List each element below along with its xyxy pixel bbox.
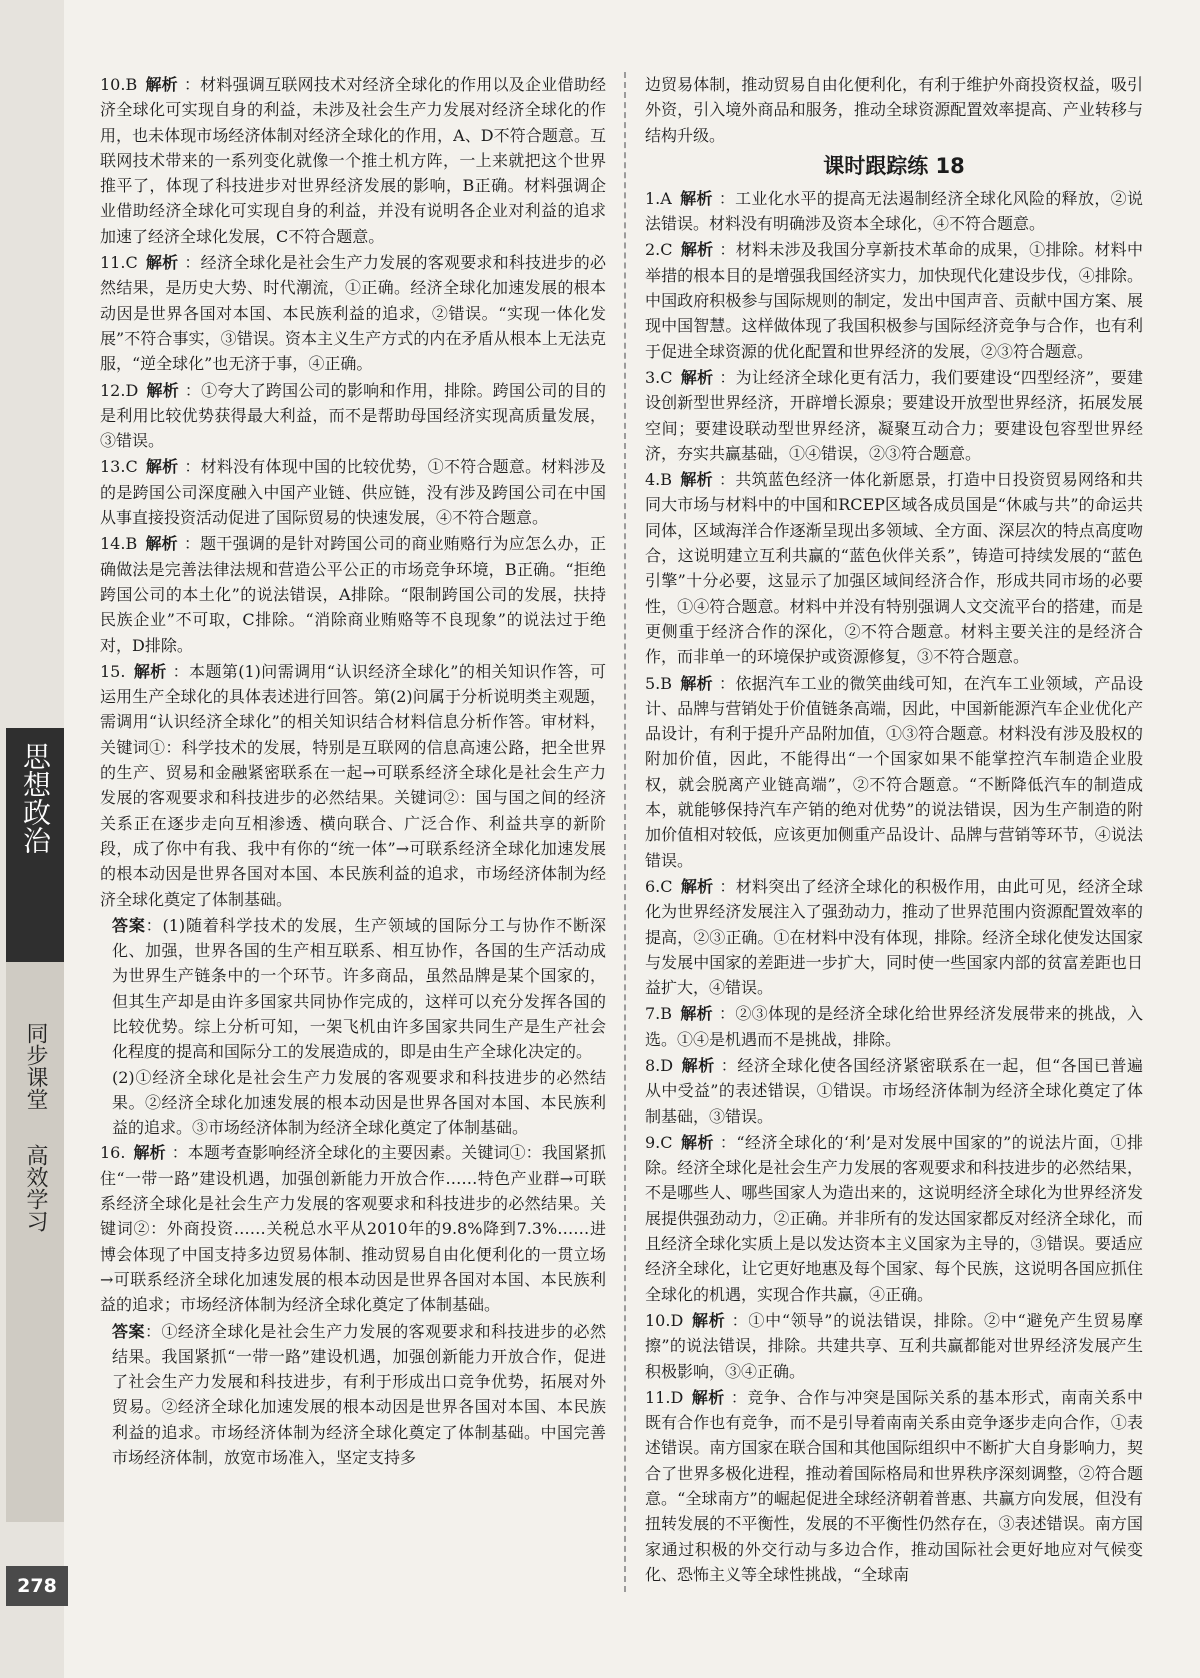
page-number: 278 [6, 1566, 68, 1606]
item-label: 解析 [145, 457, 179, 477]
item-text: ：工业化水平的提高无法遏制经济全球化风险的释放，②说法错误。材料没有明确涉及资本全球化，④不符合题意。 [645, 188, 1143, 234]
item-text: ：依据汽车工业的微笑曲线可知，在汽车工业领域，产品设计、品牌与营销处于价值链条高端，因此，中国新能源汽车企业优化产品设计，有利于提升产品附加值，①③符合题意。材料没有涉及股权的附加价值，因此，不能得出“一个国家如果不能掌控汽车制造企业股权，就会脱离产业链高端”，②不符合题意。“不断降低汽车的制造成本，就能够保持汽车产销的绝对优势”的说法错误，因为生产制造的附加价值相对较低，应该更加侧重产品设计、品牌与营销等环节，④说法错误。 [645, 673, 1143, 870]
item-text: ：②③体现的是经济全球化给世界经济发展带来的挑战，入选。①④是机遇而不是挑战，排除。 [645, 1004, 1143, 1049]
answer-item-2 [645, 237, 1143, 363]
answer-item-7 [645, 1001, 1143, 1052]
item-text: ：①中“领导”的说法错误，排除。②中“避免产生贸易摩擦”的说法错误，排除。共建共享、互利共赢都能对世界经济发展产生积极影响，③④正确。 [645, 1310, 1143, 1381]
item-label: 解析 [681, 1055, 715, 1075]
answer-item-10 [100, 72, 606, 249]
item-label: 解析 [680, 876, 714, 896]
answer-item-15 [100, 659, 606, 912]
answer-item-3 [645, 365, 1143, 466]
answer-item-12 [100, 378, 606, 454]
item-text: ：材料未涉及我国分享新技术革命的成果，①排除。材料中举措的根本目的是增强我国经济实力，加快现代化建设步伐，④排除。中国政府积极参与国际规则的制定，发出中国声音、贡献中国方案、展现中国智慧。这样做体现了我国积极参与国际经济竞争与合作，也有利于促进全球资源的优化配置和世界经济的发展，②③符合题意。 [645, 240, 1143, 361]
item-number: 4.B [645, 470, 673, 490]
answer-item-8 [645, 1053, 1143, 1129]
subject-label: 思想政治 [19, 742, 52, 854]
item-text: ：“经济全球化的‘利’是对发展中国家的”的说法片面，①排除。经济全球化是社会生产力发展的客观要求和科技进步的必然结果，不是哪些人、哪些国家人为造出来的，这说明经济全球化为世界经济发展提供强劲动力，②正确。并非所有的发达国家都反对经济全球化，而且经济全球化实质上是以发达资本主义国家为主导的，③错误。要适应经济全球化，让它更好地惠及每个国家、每个民族，这说明各国应抓住全球化的机遇，实现合作共赢，④正确。 [645, 1132, 1143, 1304]
item-number: 10.B [100, 75, 138, 94]
item-label: 解析 [680, 240, 714, 260]
item-label: 解析 [691, 1310, 726, 1330]
answer-item-4 [645, 467, 1143, 669]
item-label: 解析 [680, 1132, 714, 1152]
answer-16 [100, 1319, 606, 1471]
item-text: ：①经济全球化是社会生产力发展的客观要求和科技进步的必然结果。我国紧抓“一带一路”建设机遇，加强创新能力开放合作，促进了社会生产力发展和科技进步，有利于形成出口竞争优势，拓展对外贸易。②经济全球化加速发展的根本动因是世界各国对本国、本民族利益的追求。市场经济体制为经济全球化奠定了体制基础。中国完善市场经济体制，放宽市场准入，坚定支持多 [112, 1321, 606, 1468]
item-number: 11.C [100, 253, 138, 273]
item-number: 3.C [645, 367, 673, 387]
item-text: ：本题第(1)问需调用“认识经济全球化”的相关知识作答，可运用生产全球化的具体表述进行回答。第(2)问属于分析说明类主观题，需调用“认识经济全球化”的相关知识结合材料信息分析作答。审材料，关键词①：科学技术的发展，特别是互联网的信息高速公路，把全世界的生产、贸易和金融紧密联系在一起→可联系经济全球化是社会生产力发展的客观要求和科技进步的必然结果。关键词②：国与国之间的经济关系正在逐步走向互相渗透、横向联合、广泛合作、利益共享的新阶段，成了你中有我、我中有你的“统一体”→可联系经济全球化加速发展的根本动因是世界各国对本国、本民族利益的追求，市场经济体制为经济全球化奠定了体制基础。 [100, 661, 606, 909]
item-text: ：(1)随着科学技术的发展，生产领域的国际分工与协作不断深化、加强，世界各国的生产相互联系、相互协作，各国的生产活动成为世界生产链条中的一个环节。许多商品，虽然品牌是某个国家的，但其生产却是由许多国家共同协作完成的，这样可以充分发挥各国的比较优势。综上分析可知，一架飞机由许多国家共同生产是生产社会化程度的提高和国际分工的发展造成的，即是由生产全球化决定的。 [112, 915, 606, 1062]
item-text: ：竞争、合作与冲突是国际关系的基本形式，南南关系中既有合作也有竞争，而不是引导着南南关系由竞争逐步走向合作，①表述错误。南方国家在联合国和其他国际组织中不断扩大自身影响力，契合了世界多极化进程，推动着国际格局和世界秩序深刻调整，②符合题意。“全球南方”的崛起促进全球经济朝着普惠、共赢方向发展，但没有扭转发展的不平衡性，发展的不平衡性仍然存在，③表述错误。南方国家通过积极的外交行动与多边合作，推动国际社会更好地应对气候变化、恐怖主义等全球性挑战，“全球南 [645, 1387, 1143, 1584]
item-label: 解析 [680, 367, 714, 387]
item-number: 7.B [645, 1004, 673, 1024]
item-label: 解析 [145, 75, 178, 94]
item-number: 2.C [645, 240, 673, 260]
left-column [100, 72, 606, 1470]
item-label: 解析 [680, 470, 713, 490]
item-text: ：经济全球化是社会生产力发展的客观要求和科技进步的必然结果，是历史大势、时代潮流，①正确。经济全球化加速发展的根本动因是世界各国对本国、本民族利益的追求，②错误。“实现一体化发展”不符合事实，③错误。资本主义生产方式的内在矛盾从根本上无法克服，“逆全球化”也无济于事，④正确。 [100, 253, 606, 374]
column-divider [624, 72, 626, 1592]
subject-tab [6, 728, 64, 962]
answer-item-10b [645, 1308, 1143, 1384]
item-label: 解析 [679, 188, 713, 208]
item-label: 答案 [112, 1321, 145, 1341]
item-number: 12.D [100, 380, 139, 400]
item-label: 答案 [112, 915, 146, 935]
item-label: 解析 [145, 253, 179, 273]
item-number: 1.A [645, 188, 672, 208]
answer-item-14 [100, 531, 606, 657]
item-text: ：共筑蓝色经济一体化新愿景，打造中日投资贸易网络和共同大市场与材料中的中国和RCEP区域各成员国是“休戚与共”的命运共同体，区域海洋合作逐渐呈现出多领域、全方面、深层次的特点高度吻合，这说明建立互利共赢的“蓝色伙伴关系”，铸造可持续发展的“蓝色引擎”十分必要，这显示了加强区域间经济合作，形成共同市场的必要性，①④符合题意。材料中并没有特别强调人文交流平台的搭建，而是更侧重于经济合作的深化，②不符合题意。材料主要关注的是经济合作，而非单一的环境保护或资源修复，③不符合题意。 [645, 470, 1143, 667]
item-label: 解析 [133, 1143, 166, 1163]
item-text: ：经济全球化使各国经济紧密联系在一起，但“各国已普遍从中受益”的表述错误，①错误。市场经济体制为经济全球化奠定了体制基础，③错误。 [645, 1055, 1143, 1126]
continued-text: 边贸易体制，推动贸易自由化便利化，有利于维护外商投资权益，吸引外资，引入境外商品和服务，推动全球资源配置效率提高、产业转移与结构升级。 [645, 75, 1143, 145]
item-label: 解析 [680, 673, 713, 693]
item-text: ：①夸大了跨国公司的影响和作用，排除。跨国公司的目的是利用比较优势获得最大利益，而不是帮助母国经济实现高质量发展，③错误。 [100, 380, 606, 451]
item-number: 13.C [100, 457, 138, 477]
series-tab [6, 962, 64, 1522]
series-bottom-label: 高效学习 [23, 1144, 48, 1232]
answer-15-part1 [100, 913, 606, 1065]
item-text: ：为让经济全球化更有活力，我们要建设“四型经济”，要建设创新型世界经济，开辟增长源泉；要建设开放型世界经济，拓展发展空间；要建设联动型世界经济，凝聚互动合力；要建设包容型世界经济，夯实共赢基础，①④错误，②③符合题意。 [645, 367, 1143, 463]
series-top-label: 同步课堂 [23, 1022, 48, 1110]
item-text: (2)①经济全球化是社会生产力发展的客观要求和科技进步的必然结果。②经济全球化加速发展的根本动因是世界各国对本国、本民族利益的追求。③市场经济体制为经济全球化奠定了体制基础。 [112, 1067, 606, 1138]
item-text: ：材料突出了经济全球化的积极作用，由此可见，经济全球化为世界经济发展注入了强劲动力，推动了世界范围内资源配置效率的提高，②③正确。①在材料中没有体现，排除。经济全球化使发达国家与发展中国家的差距进一步扩大，同时使一些国家内部的贫富差距也日益扩大，④错误。 [645, 876, 1143, 998]
item-number: 15. [100, 661, 126, 681]
item-label: 解析 [145, 534, 178, 554]
item-label: 解析 [146, 380, 179, 400]
answer-item-9 [645, 1130, 1143, 1307]
right-column [645, 72, 1143, 1588]
answer-item-11b [645, 1385, 1143, 1587]
answer-15-part2 [100, 1065, 606, 1141]
item-label: 解析 [691, 1387, 725, 1407]
item-number: 11.D [645, 1387, 684, 1407]
item-text: ：本题考查影响经济全球化的主要因素。关键词①：我国紧抓住“一带一路”建设机遇，加强创新能力开放合作……特色产业群→可联系经济全球化是社会生产力发展的客观要求和科技进步的必然结果。关键词②：外商投资……关税总水平从2010年的9.8%降到7.3%……进博会体现了中国支持多边贸易体制、推动贸易自由化便利化的一贯立场→可联系经济全球化加速发展的根本动因是世界各国对本国、本民族利益的追求；市场经济体制为经济全球化奠定了体制基础。 [100, 1143, 606, 1315]
answer-item-5 [645, 671, 1143, 873]
item-number: 16. [100, 1143, 126, 1163]
answer-item-6 [645, 874, 1143, 1000]
item-number: 6.C [645, 876, 673, 896]
answer-item-13 [100, 454, 606, 530]
item-number: 14.B [100, 534, 138, 554]
answer-item-16 [100, 1140, 606, 1317]
section-title: 课时跟踪练 18 [823, 153, 965, 178]
answer-item-11 [100, 250, 606, 376]
item-text: ：材料强调互联网技术对经济全球化的作用以及企业借助经济全球化可实现自身的利益，未涉及社会生产力发展对经济全球化的作用，也未体现市场经济体制对经济全球化的作用，A、D不符合题意。互联网技术带来的一系列变化就像一个推土机方阵，一上来就把这个世界推平了，体现了科技进步对世界经济发展的影响，B正确。材料强调企业借助经济全球化可实现自身的利益，并没有说明各企业对利益的追求加速了经济全球化发展，C不符合题意。 [100, 75, 606, 246]
item-label: 解析 [680, 1004, 713, 1024]
item-text: ：题干强调的是针对跨国公司的商业贿赂行为应怎么办，正确做法是完善法律法规和营造公平公正的市场竞争环境，B正确。“拒绝跨国公司的本土化”的说法错误，A排除。“限制跨国公司的发展，扶持民族企业”不可取，C排除。“消除商业贿赂等不良现象”的说法过于绝对，D排除。 [100, 534, 606, 655]
answer-item-1 [645, 186, 1143, 237]
item-number: 8.D [645, 1055, 674, 1075]
item-number: 5.B [645, 673, 673, 693]
item-number: 9.C [645, 1132, 673, 1152]
item-text: ：材料没有体现中国的比较优势，①不符合题意。材料涉及的是跨国公司深度融入中国产业链、供应链，没有涉及跨国公司在中国从事直接投资活动促进了国际贸易的快速发展，④不符合题意。 [100, 457, 606, 528]
item-label: 解析 [133, 661, 167, 681]
item-number: 10.D [645, 1310, 684, 1330]
